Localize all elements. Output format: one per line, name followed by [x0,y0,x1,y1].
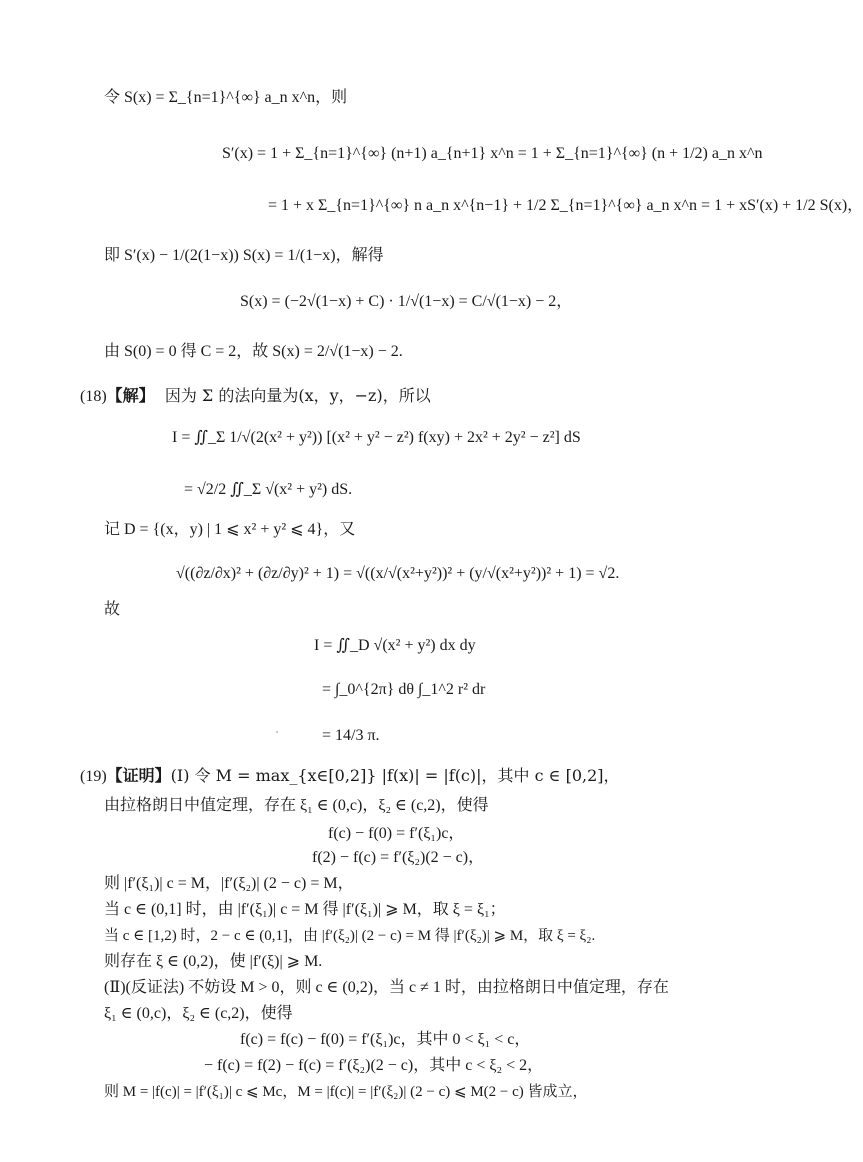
problem-18-header [80,386,431,407]
equation-line: I = ∬_D √(x² + y²) dx dy [314,637,476,654]
equation-line: f(2) − f(c) = f′(ξ₂)(2 − c)， [312,849,485,866]
text-line: 即 S′(x) − 1/(2(1−x)) S(x) = 1/(1−x)，解得 [104,247,384,264]
text-line: 则 |f′(ξ₁)| c = M，|f′(ξ₂)| (2 − c) = M， [104,875,354,892]
proof-tag: 【证明】 [106,766,171,785]
text-line: (Ⅱ)(反证法) 不妨设 M > 0，则 c ∈ (0,2)，当 c ≠ 1 时，由拉格朗日中值定理，存在 [104,979,669,996]
solution-tag: 【解】 [106,386,155,405]
text-line: ξ₁ ∈ (0,c)，ξ₂ ∈ (c,2)，使得 [104,1005,293,1022]
text-line: 故 [104,601,121,618]
text-line: 当 c ∈ [1,2) 时，2 − c ∈ (0,1]，由 |f′(ξ₂)| (2 − c) = M 得 |f′(ξ₂)| ⩾ M，取 ξ = ξ₂. [104,928,596,944]
equation-line: S′(x) = 1 + Σ_{n=1}^{∞} (n+1) a_{n+1} x^n = 1 + Σ_{n=1}^{∞} (n + 1/2) a_n x^n [222,145,763,162]
text-line: 则存在 ξ ∈ (0,2)，使 |f′(ξ)| ⩾ M. [104,953,323,970]
text-line: 由 S(0) = 0 得 C = 2，故 S(x) = 2/√(1−x) − 2. [104,343,403,360]
text-line: 则 M = |f(c)| = |f′(ξ₁)| c ⩽ Mc，M = |f(c)| = |f′(ξ₂)| (2 − c) ⩽ M(2 − c) 皆成立， [104,1084,588,1100]
text-line: 当 c ∈ (0,1] 时，由 |f′(ξ₁)| c = M 得 |f′(ξ₁)| ⩾ M，取 ξ = ξ₁； [104,901,506,918]
text-line: (Ⅰ) 令 M = max_{x∈[0,2]} |f(x)| = |f(c)|，其中 c ∈ [0,2]， [170,766,620,785]
equation-line: = ∫_0^{2π} dθ ∫_1^2 r² dr [322,681,486,698]
equation-line: = 14/3 π. [322,727,380,744]
equation-line: f(c) = f(c) − f(0) = f′(ξ₁)c，其中 0 < ξ₁ < c， [240,1031,531,1048]
problem-number: (18) [80,388,107,405]
equation-line: I = ∬_Σ 1/√(2(x² + y²)) [(x² + y² − z²) f(xy) + 2x² + 2y² − z²] dS [172,429,581,446]
text-line: 由拉格朗日中值定理，存在 ξ₁ ∈ (0,c)，ξ₂ ∈ (c,2)，使得 [104,797,489,814]
equation-line: S(x) = (−2√(1−x) + C) · 1/√(1−x) = C/√(1−x) − 2， [240,293,573,310]
equation-line: = √2/2 ∬_Σ √(x² + y²) dS. [184,481,353,498]
equation-line: √((∂z/∂x)² + (∂z/∂y)² + 1) = √((x/√(x²+y²))² + (y/√(x²+y²))² + 1) = √2. [176,565,620,582]
text-line: 因为 Σ 的法向量为(x，y，−z)，所以 [164,386,431,405]
text-line: 记 D = {(x，y) | 1 ⩽ x² + y² ⩽ 4}，又 [104,521,356,538]
problem-number: (19) [80,768,107,785]
problem-19-header [80,766,620,787]
equation-line: f(c) − f(0) = f′(ξ₁)c， [328,825,465,842]
equation-line: − f(c) = f(2) − f(c) = f′(ξ₂)(2 − c)，其中 c < ξ₂ < 2， [204,1057,544,1074]
equation-line: = 1 + x Σ_{n=1}^{∞} n a_n x^{n−1} + 1/2 Σ_{n=1}^{∞} a_n x^n = 1 + xS′(x) + 1/2 S(x)， [268,197,863,214]
stray-mark [276,731,278,733]
text-line: 令 S(x) = Σ_{n=1}^{∞} a_n x^n，则 [104,89,348,106]
